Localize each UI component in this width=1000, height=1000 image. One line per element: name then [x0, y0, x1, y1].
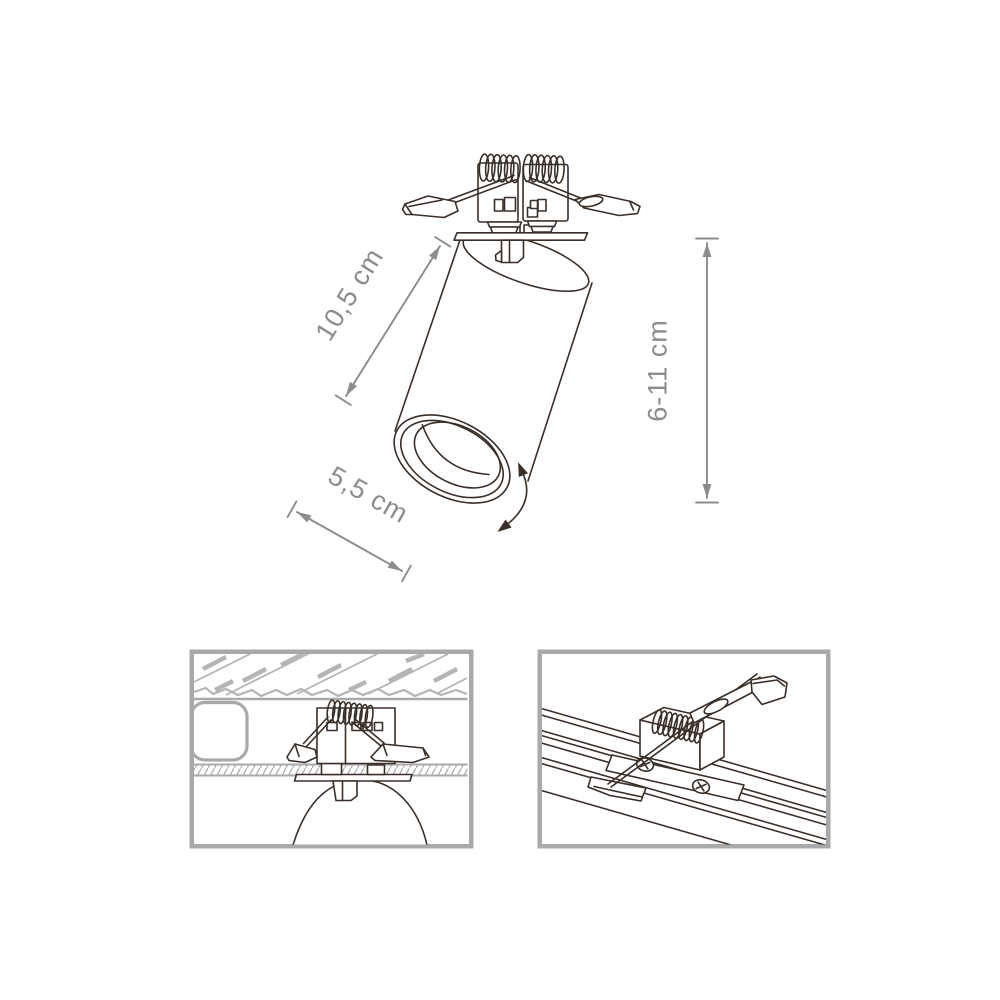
dimension-arrowhead: [429, 246, 440, 260]
dimension-label-diameter: 5,5 cm: [323, 460, 414, 530]
dimension-tick: [288, 501, 297, 517]
inset-ceiling-installation: [191, 652, 471, 847]
cylinder-body: [380, 221, 596, 521]
mounting-wing-right: [575, 195, 640, 216]
inset-rail-mount: [536, 652, 832, 874]
flange-small: [322, 764, 342, 775]
dimension-arrowhead: [346, 382, 357, 396]
dimension-height-range: [643, 239, 719, 503]
cylinder-left-edge: [395, 240, 460, 431]
cylinder-right-edge: [528, 283, 592, 481]
dimension-arrowhead: [297, 512, 311, 523]
dimension-arrowhead: [703, 484, 712, 498]
housing-flange: [491, 227, 519, 233]
dimension-arrowhead: [388, 561, 402, 572]
trim-plate: [454, 233, 588, 240]
trim-plate-small: [295, 775, 413, 782]
spring-clip-assembly: [403, 154, 641, 263]
stem-small: [333, 781, 357, 801]
dimension-label-length: 10,5 cm: [309, 242, 390, 346]
dimension-arrowhead: [703, 243, 712, 257]
tilt-arrow-icon: [497, 462, 528, 532]
stem-yoke: [496, 240, 524, 262]
dimension-tick: [336, 395, 351, 405]
housing-flange: [528, 221, 557, 227]
housing-flange: [531, 227, 553, 233]
dimension-tick: [402, 566, 411, 582]
connector-block: [531, 201, 538, 209]
dimension-length: [309, 237, 450, 405]
dimension-tick: [435, 237, 450, 247]
dimension-label-height: 6-11 cm: [642, 319, 673, 422]
dimension-diameter: [288, 460, 414, 581]
main-product-view: [288, 154, 718, 582]
flange-small: [368, 765, 385, 775]
